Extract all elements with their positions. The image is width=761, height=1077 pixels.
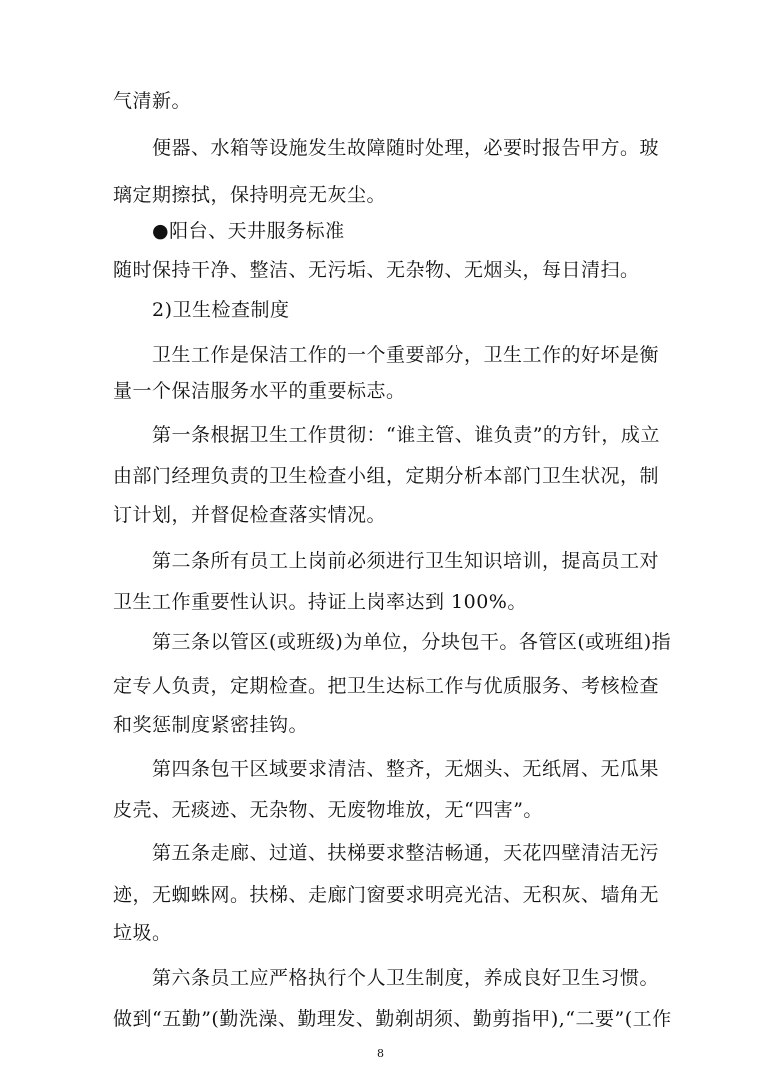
text-line: 卫生工作是保洁工作的一个重要部分，卫生工作的好坏是衡 [152,344,660,366]
text-line: 第四条包干区域要求清洁、整齐，无烟头、无纸屑、无瓜果 [152,758,660,780]
text-line: 迹，无蜘蛛网。扶梯、走廊门窗要求明亮光洁、无积灰、墙角无 [113,884,660,906]
text-line: 垃圾。 [113,922,172,944]
text-line: 第二条所有员工上岗前必须进行卫生知识培训，提高员工对 [152,550,660,572]
page-number: 8 [377,1047,384,1060]
text-line: 第一条根据卫生工作贯彻：“谁主管、谁负责”的方针，成立 [152,424,660,446]
text-line: 卫生工作重要性认识。持证上岗率达到 100%。 [113,591,527,613]
text-line: 第六条员工应严格执行个人卫生制度，养成良好卫生习惯。 [152,967,660,989]
text-line: 订计划，并督促检查落实情况。 [113,504,387,526]
text-line: 和奖惩制度紧密挂钩。 [113,714,309,736]
text-line: 璃定期擦拭，保持明亮无灰尘。 [113,184,387,206]
text-line: 定专人负责，定期检查。把卫生达标工作与优质服务、考核检查 [113,675,660,697]
section-heading: 2)卫生检查制度 [152,299,290,321]
section-bullet-heading: ●阳台、天井服务标准 [152,220,345,242]
text-line: 做到“五勤”(勤洗澡、勤理发、勤剃胡须、勤剪指甲),“二要”(工作 [113,1008,672,1030]
text-line: 便器、水箱等设施发生故障随时处理，必要时报告甲方。玻 [152,137,660,159]
text-line: 量一个保洁服务水平的重要标志。 [113,380,406,402]
text-line: 第三条以管区(或班级)为单位，分块包干。各管区(或班组)指 [152,631,672,653]
text-line: 由部门经理负责的卫生检查小组，定期分析本部门卫生状况，制 [113,465,660,487]
text-line: 第五条走廊、过道、扶梯要求整洁畅通，天花四壁清洁无污 [152,842,660,864]
text-line: 皮壳、无痰迹、无杂物、无废物堆放，无“四害”。 [113,799,543,821]
text-line: 随时保持干净、整洁、无污垢、无杂物、无烟头，每日清扫。 [113,259,640,281]
text-line: 气清新。 [113,90,192,112]
